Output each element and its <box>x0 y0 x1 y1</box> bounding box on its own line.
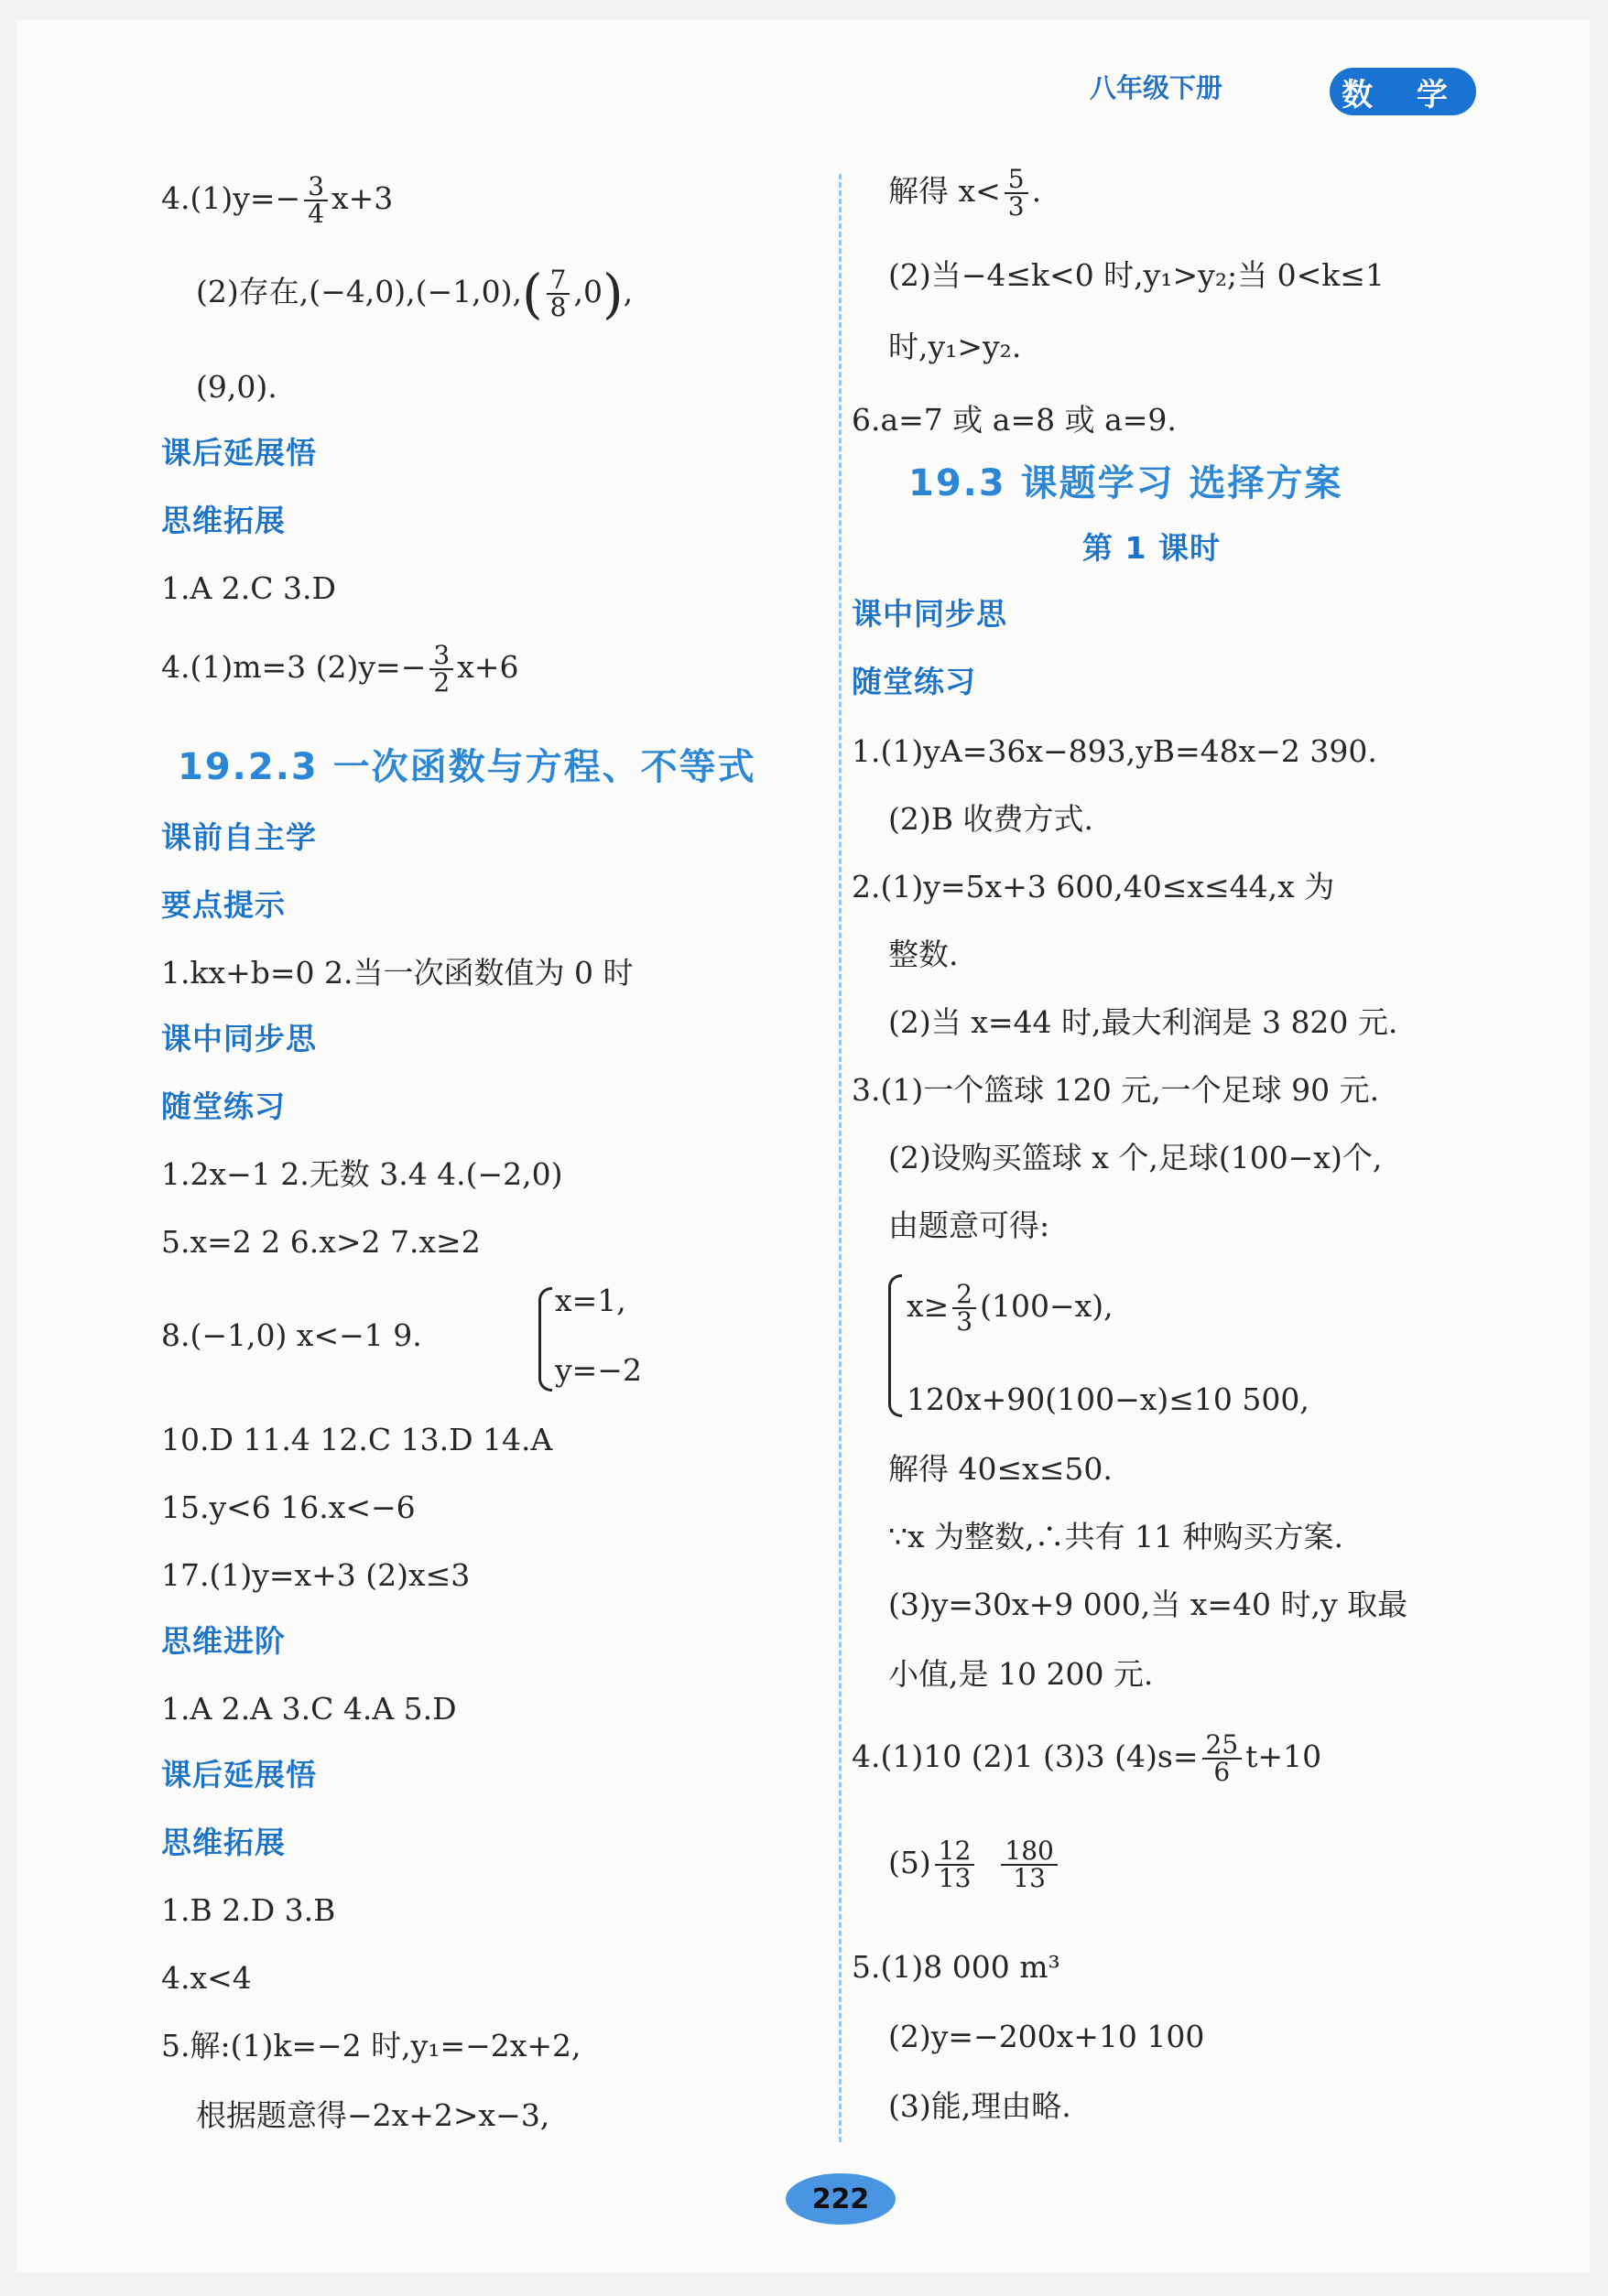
equation-line: 120x+90(100−x)≤10 500, <box>907 1381 1309 1417</box>
answer-line: (5) $\frac{12}{13}$ $\frac{180}{13}$ <box>888 1838 1061 1891</box>
answer-line: 整数. <box>888 937 959 972</box>
fraction: $\frac{180}{13}$ <box>1001 1838 1057 1891</box>
answer-line: 1.B 2.D 3.B <box>161 1892 336 1928</box>
answer-line: (2)当 x=44 时,最大利润是 3 820 元. <box>888 1004 1398 1040</box>
fraction: $\frac{3}{2}$ <box>429 643 453 696</box>
equation-line: x≥ $\frac{2}{3}$ (100−x), <box>907 1279 1114 1337</box>
answer-line: 4.(1)y=− $\frac{3}{4}$ x+3 <box>161 171 394 229</box>
answer-line: 17.(1)y=x+3 (2)x≤3 <box>161 1557 471 1593</box>
answer-line: (2)B 收费方式. <box>888 801 1093 837</box>
answer-line: 6.a=7 或 a=8 或 a=9. <box>852 402 1177 438</box>
answer-line: 8.(−1,0) x<−1 9. <box>161 1317 422 1353</box>
answer-line: 5.(1)8 000 m³ <box>852 1949 1060 1985</box>
answer-line: 4.(1)m=3 (2)y=− $\frac{3}{2}$ x+6 <box>161 640 519 698</box>
answer-line: 解得 40≤x≤50. <box>888 1451 1113 1487</box>
section-heading: 课后延展悟 <box>161 435 317 471</box>
section-heading: 思维拓展 <box>161 503 286 538</box>
answer-line: 1.(1)yA=36x−893,yB=48x−2 390. <box>852 733 1377 769</box>
header-subject-badge: 数 学 <box>1330 68 1476 115</box>
page <box>16 20 1590 2272</box>
answer-line: 4.(1)10 (2)1 (3)3 (4)s= $\frac{25}{6}$ t+10 <box>852 1729 1322 1787</box>
section-heading: 课中同步思 <box>161 1021 317 1056</box>
section-heading: 课中同步思 <box>852 596 1007 632</box>
answer-line: 由题意可得: <box>888 1208 1050 1243</box>
answer-line: 10.D 11.4 12.C 13.D 14.A <box>161 1422 553 1457</box>
fraction: $\frac{7}{8}$ <box>547 267 570 320</box>
answer-line: ∵x 为整数,∴共有 11 种购买方案. <box>888 1519 1344 1554</box>
section-heading: 随堂练习 <box>852 664 976 699</box>
answer-line: 1.kx+b=0 2.当一次函数值为 0 时 <box>161 955 634 991</box>
answer-line: (9,0). <box>196 369 277 405</box>
answer-line: (2)当−4≤k<0 时,y₁>y₂;当 0<k≤1 <box>888 257 1385 293</box>
answer-line: 小值,是 10 200 元. <box>888 1656 1154 1692</box>
lesson-title: 19.2.3 一次函数与方程、不等式 <box>178 746 756 788</box>
fraction: $\frac{2}{3}$ <box>952 1282 976 1335</box>
system-brace <box>888 1274 902 1417</box>
fraction: $\frac{3}{4}$ <box>304 174 328 227</box>
answer-line: 1.A 2.C 3.D <box>161 570 336 606</box>
section-heading: 思维拓展 <box>161 1825 286 1860</box>
answer-line: 解得 x< $\frac{5}{3}$ . <box>888 164 1042 222</box>
section-heading: 随堂练习 <box>161 1088 286 1124</box>
section-heading: 要点提示 <box>161 887 286 923</box>
fraction: $\frac{25}{6}$ <box>1202 1732 1243 1785</box>
answer-line: 时,y₁>y₂. <box>888 329 1022 364</box>
equation-line: y=−2 <box>555 1352 642 1388</box>
equation-line: x=1, <box>555 1283 626 1318</box>
lesson-subtitle: 第 1 课时 <box>1082 530 1221 566</box>
fraction: $\frac{12}{13}$ <box>935 1838 975 1891</box>
answer-line: 根据题意得−2x+2>x−3, <box>196 2097 550 2133</box>
lesson-title: 19.3 课题学习 选择方案 <box>908 462 1343 504</box>
column-divider <box>839 174 842 2142</box>
answer-line: (3)y=30x+9 000,当 x=40 时,y 取最 <box>888 1587 1408 1622</box>
answer-line: 5.解:(1)k=−2 时,y₁=−2x+2, <box>161 2028 581 2063</box>
page-number: 222 <box>786 2173 896 2225</box>
answer-line: (2)y=−200x+10 100 <box>888 2019 1205 2054</box>
answer-line: 15.y<6 16.x<−6 <box>161 1489 416 1525</box>
answer-line: 2.(1)y=5x+3 600,40≤x≤44,x 为 <box>852 869 1335 904</box>
section-heading: 课后延展悟 <box>161 1757 317 1792</box>
answer-line: 5.x=2 2 6.x>2 7.x≥2 <box>161 1224 481 1260</box>
answer-line: (2)设购买篮球 x 个,足球(100−x)个, <box>888 1140 1383 1175</box>
header-grade: 八年级下册 <box>1090 72 1223 103</box>
answer-line: 3.(1)一个篮球 120 元,一个足球 90 元. <box>852 1072 1380 1108</box>
answer-line: 4.x<4 <box>161 1960 252 1996</box>
section-heading: 思维进阶 <box>161 1623 286 1659</box>
answer-line: 1.2x−1 2.无数 3.4 4.(−2,0) <box>161 1156 563 1192</box>
answer-line: 1.A 2.A 3.C 4.A 5.D <box>161 1691 457 1727</box>
system-brace <box>538 1287 552 1392</box>
fraction: $\frac{5}{3}$ <box>1005 167 1028 220</box>
answer-line: (3)能,理由略. <box>888 2088 1071 2124</box>
answer-line: (2)存在,(−4,0),(−1,0),( $\frac{7}{8}$ ,0), <box>196 263 634 325</box>
section-heading: 课前自主学 <box>161 819 317 855</box>
